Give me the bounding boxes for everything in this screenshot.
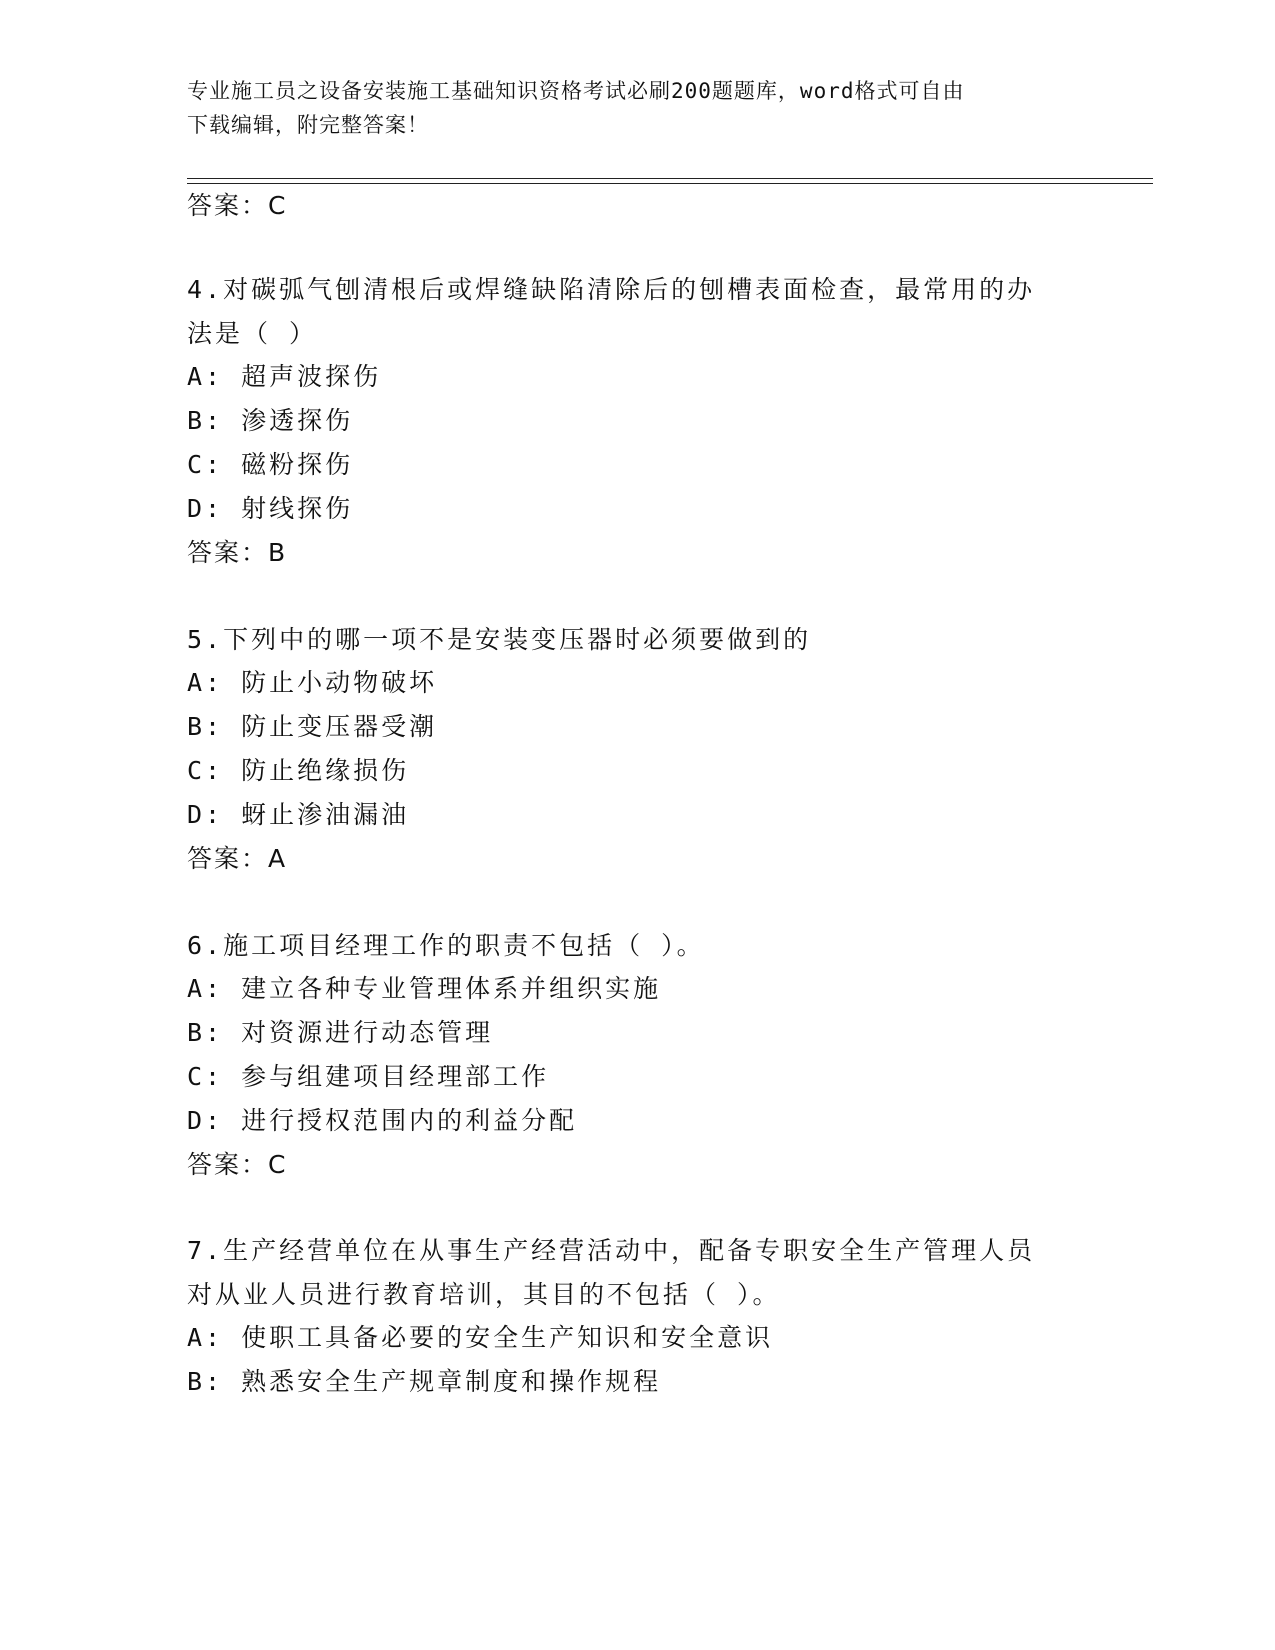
question-5-option-a: A: 防止小动物破坏 — [187, 668, 438, 697]
answer-previous: 答案：C — [187, 191, 288, 220]
question-6-option-b: B: 对资源进行动态管理 — [187, 1018, 494, 1047]
question-4-option-d: D: 射线探伤 — [187, 494, 354, 523]
header-line-1: 专业施工员之设备安装施工基础知识资格考试必刷200题题库，word格式可自由 — [187, 79, 965, 103]
question-5-option-c: C: 防止绝缘损伤 — [187, 756, 410, 785]
question-5-option-d: D: 蚜止渗油漏油 — [187, 800, 410, 829]
question-4-option-c: C: 磁粉探伤 — [187, 450, 354, 479]
question-4-stem-line-1: 4.对碳弧气刨清根后或焊缝缺陷清除后的刨槽表面检查，最常用的办 — [187, 275, 1036, 304]
question-5-stem-line-1: 5.下列中的哪一项不是安装变压器时必须要做到的 — [187, 625, 812, 654]
question-4-stem-line-2: 法是（ ） — [187, 319, 318, 348]
question-4-answer: 答案：B — [187, 538, 288, 567]
question-6-answer: 答案：C — [187, 1150, 288, 1179]
header-divider-top — [187, 178, 1153, 179]
header-line-2: 下载编辑，附完整答案！ — [187, 113, 429, 137]
question-7-stem-line-2: 对从业人员进行教育培训，其目的不包括（ ）。 — [187, 1280, 781, 1309]
question-7-stem-line-1: 7.生产经营单位在从事生产经营活动中，配备专职安全生产管理人员 — [187, 1236, 1036, 1265]
question-7-option-a: A: 使职工具备必要的安全生产知识和安全意识 — [187, 1323, 774, 1352]
question-6-option-d: D: 进行授权范围内的利益分配 — [187, 1106, 578, 1135]
header-divider-bottom — [187, 183, 1153, 184]
question-6-stem-line-1: 6.施工项目经理工作的职责不包括（ ）。 — [187, 931, 705, 960]
document-header — [187, 74, 1067, 142]
question-4-option-a: A: 超声波探伤 — [187, 362, 382, 391]
question-7-option-b: B: 熟悉安全生产规章制度和操作规程 — [187, 1367, 662, 1396]
question-5-option-b: B: 防止变压器受潮 — [187, 712, 438, 741]
question-5-answer: 答案：A — [187, 844, 288, 873]
question-4-option-b: B: 渗透探伤 — [187, 406, 354, 435]
question-6-option-c: C: 参与组建项目经理部工作 — [187, 1062, 550, 1091]
question-6-option-a: A: 建立各种专业管理体系并组织实施 — [187, 974, 662, 1003]
